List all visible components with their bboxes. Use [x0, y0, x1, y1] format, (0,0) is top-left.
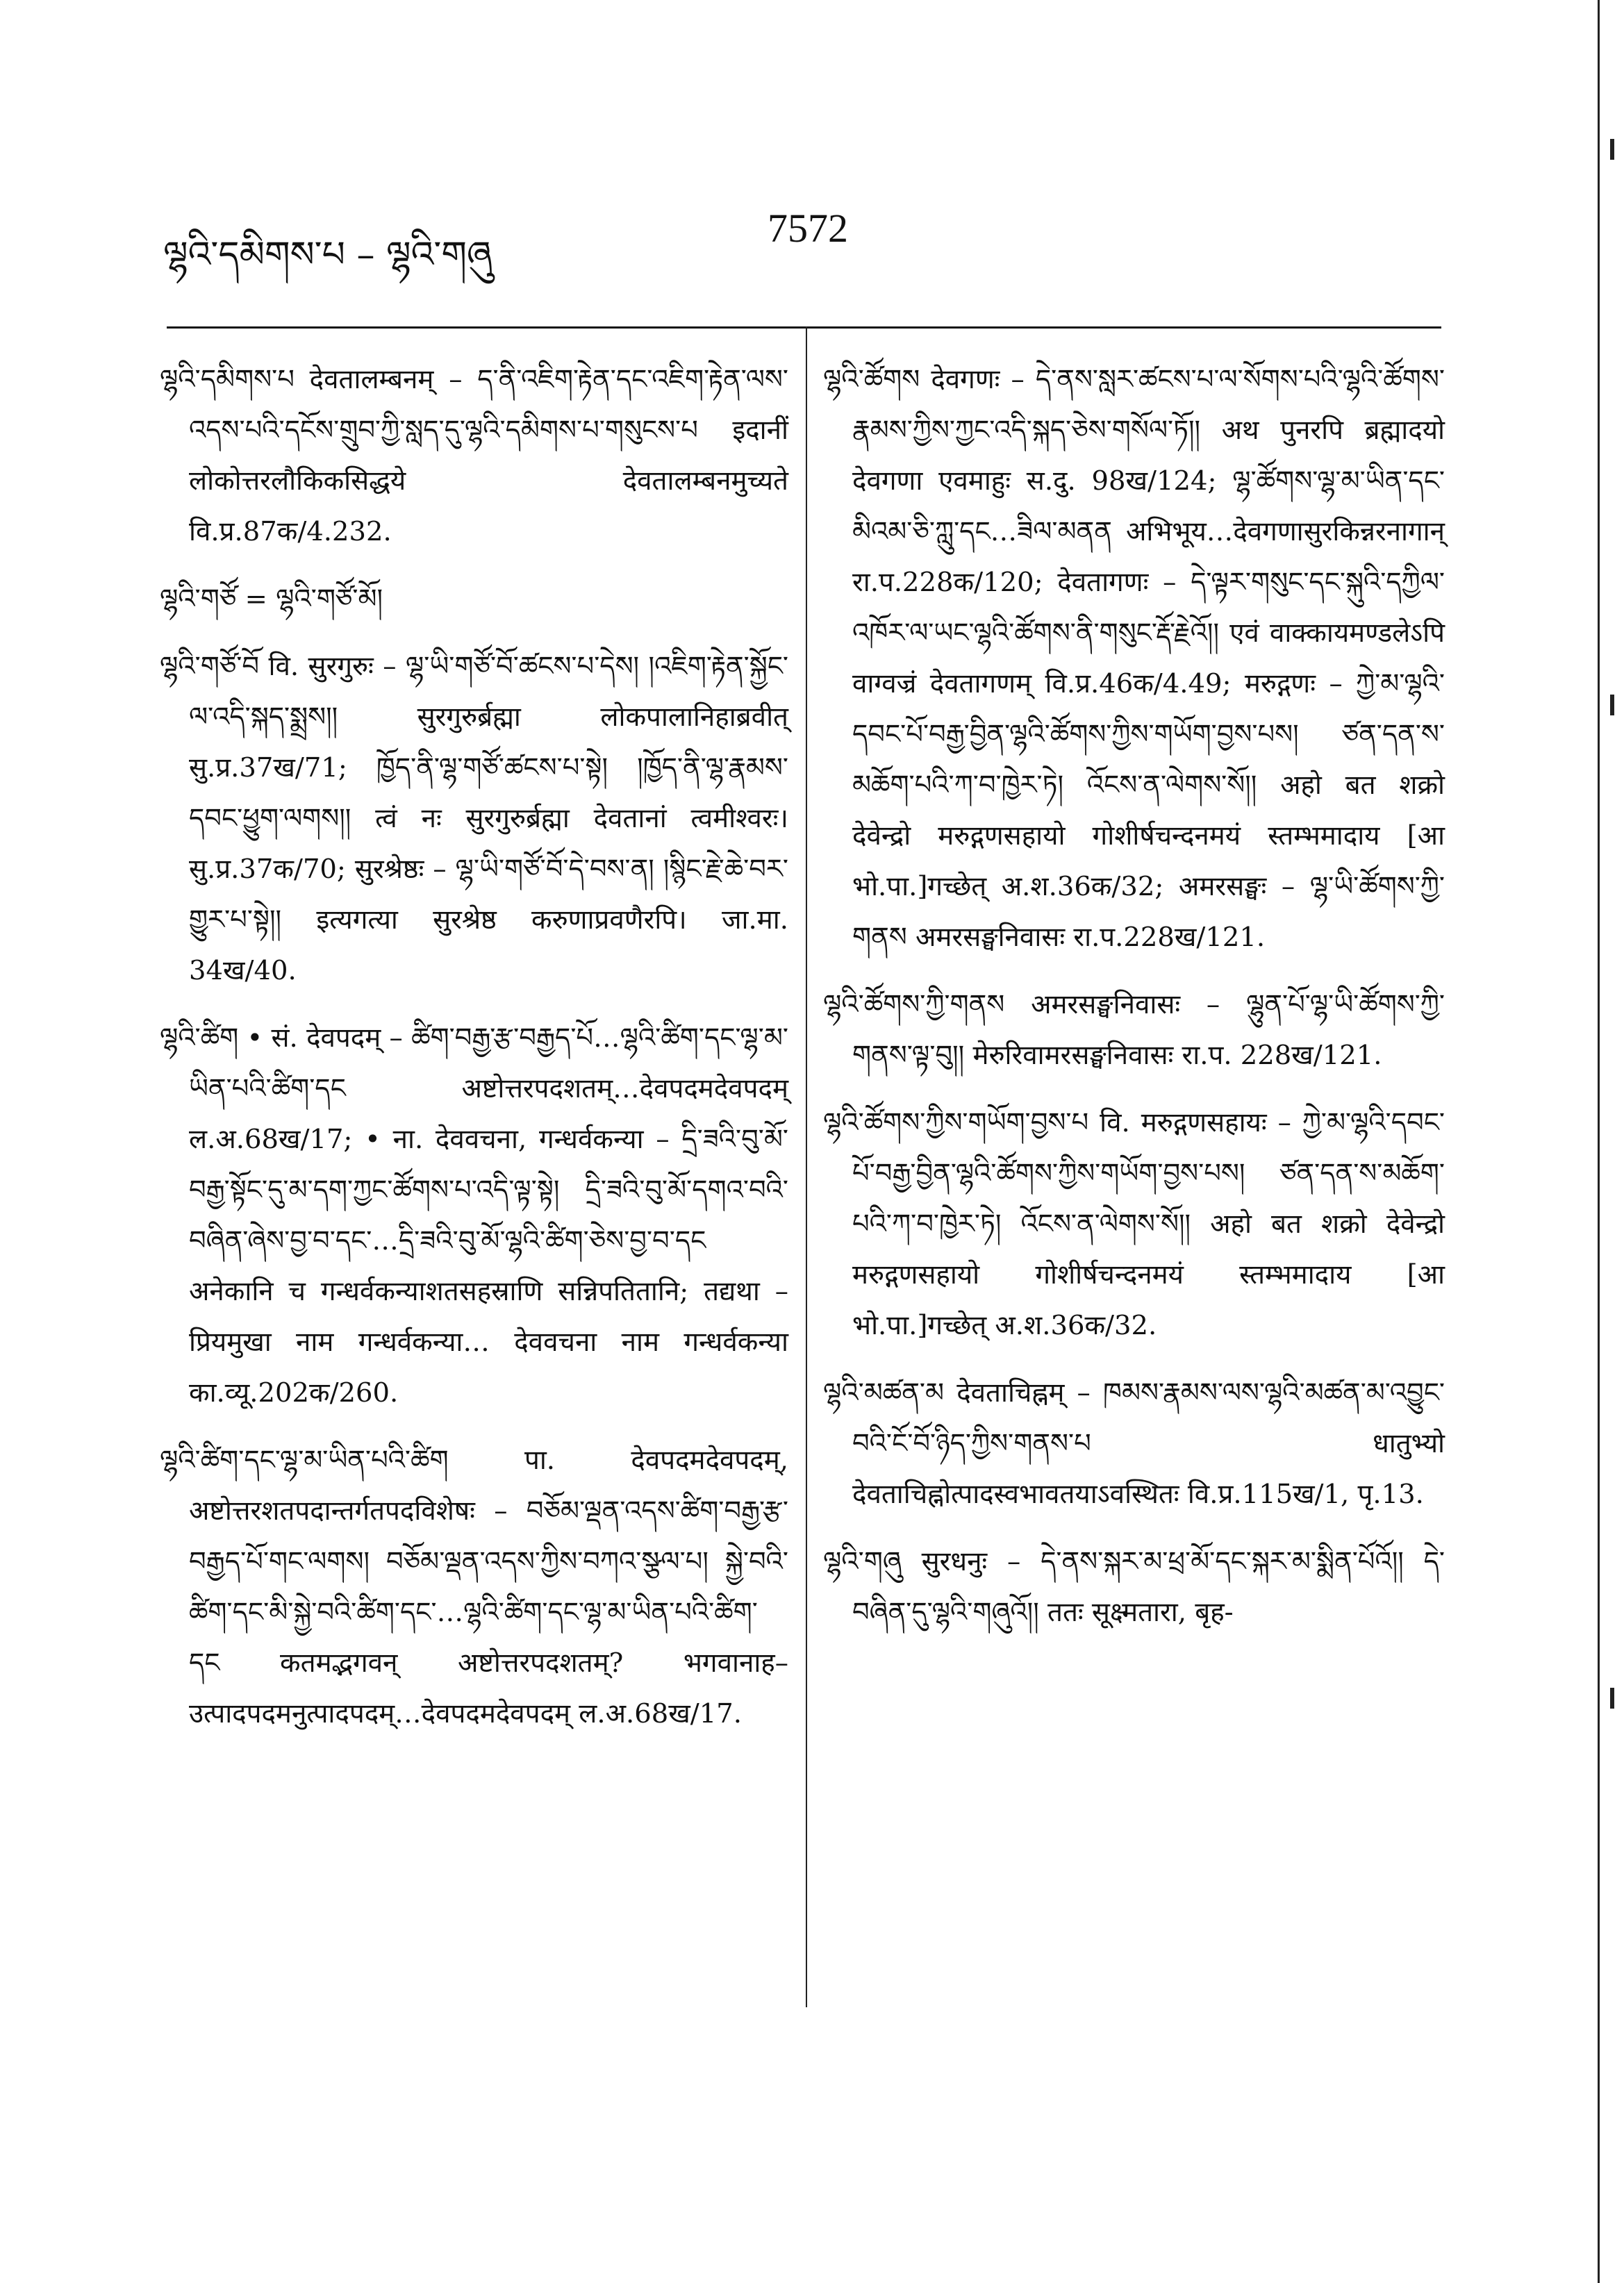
dictionary-entry: ལྷའི་གཙོ = ལྷའི་གཙོ་མོ། [160, 583, 383, 615]
dictionary-entry: ལྷའི་ཚིག • सं. देवपदम् – ཚིག་བརྒྱ་རྩ་བརྒྱད་པོ…ལྷའི་ཚིག་དང་ལྷ་མ་ཡིན་པའི་ཚིག་དང अष्टोत्तरपदशतम्…देवपदमदेवपदम् ल.अ.68ख/17; • ना. देववचना, गन्धर्वकन्या – དྲི་ཟའི་བུ་མོ་བརྒྱ་སྟོང་དུ་མ་དག་ཀྱང་ཚོགས་པ་འདི་ལྟ་སྟེ། དྲི་ཟའི་བུ་མོ་དགའ་བའི་བཞིན་ཞེས་བྱ་བ་དང་…དྲི་ཟའི་བུ་མོ་ལྷའི་ཚིག་ཅེས་བྱ་བ་དང अनेकानि च गन्धर्वकन्याशतसहस्राणि सन्निपतितानि; तद्यथा – प्रियमुखा नाम गन्धर्वकन्या… देववचना नाम गन्धर्वकन्या का.व्यू.202क/260. [160, 1022, 788, 1409]
dictionary-entry: ལྷའི་ཚོགས་ཀྱི་གནས अमरसङ्घनिवासः – ལྷུན་པོ་ལྷ་ཡི་ཚོགས་ཀྱི་གནས་ལྟ་བུ།། मेरुरिवामरसङ्घनिवासः रा.प. 228ख/121. [823, 989, 1445, 1071]
dictionary-entry: ལྷའི་ཚོགས་ཀྱིས་གཡོག་བྱས་པ वि. मरुद्गणसहायः – ཀྱེ་མ་ལྷའི་དབང་པོ་བརྒྱ་བྱིན་ལྷའི་ཚོགས་ཀྱིས་གཡོག་བྱས་པས། ཙན་དན་ས་མཆོག་པའི་ཀ་བ་ཁྱེར་ཏེ། འོངས་ན་ལེགས་སོ།། अहो बत शक्रो देवेन्द्रो मरुद्गणसहायो गोशीर्षचन्दनमयं स्तम्भमादाय [आ भो.पा.]गच्छेत् अ.श.36क/32. [823, 1107, 1445, 1341]
right-column [823, 354, 1445, 1654]
dictionary-entry: ལྷའི་མཚན་མ देवताचिह्नम् – ཁམས་རྣམས་ལས་ལྷའི་མཚན་མ་འབྱུང་བའི་ངོ་བོ་ཉིད་ཀྱིས་གནས་པ धातुभ्यो देवताचिह्नोत्पादस्वभावतयाऽवस्थितः वि.प्र.115ख/1, पृ.13. [823, 1377, 1445, 1510]
page-header [163, 205, 1420, 274]
dictionary-entry: ལྷའི་གཙོ་བོ वि. सुरगुरुः – ལྷ་ཡི་གཙོ་བོ་ཚངས་པ་དེས། །འཇིག་རྟེན་སྐྱོང་ལ་འདི་སྐད་སྨྲས།། सुरगुरुर्ब्रह्मा लोकपालानिहाब्रवीत् सु.प्र.37ख/71; ཁྱོད་ནི་ལྷ་གཙོ་ཚངས་པ་སྟེ། །ཁྱོད་ནི་ལྷ་རྣམས་དབང་ཕྱུག་ལགས།། त्वं नः सुरगुरुर्ब्रह्मा देवतानां त्वमीश्वरः। सु.प्र.37क/70; सुरश्रेष्ठः – ལྷ་ཡི་གཙོ་བོ་དེ་བས་ན། །སྙིང་རྗེ་ཆེ་བར་གྱུར་པ་སྟེ།། इत्यगत्या सुरश्रेष्ठ करुणाप्रवणैरपि। जा.मा. 34ख/40. [160, 651, 788, 986]
running-head: ལྷའི་དམིགས་པ – ལྷའི་གཞུ [163, 234, 492, 276]
scan-edge-mark [1610, 139, 1614, 160]
scan-edge-mark [1610, 695, 1614, 715]
dictionary-entry: ལྷའི་གཞུ सुरधनुः – དེ་ནས་སྐར་མ་ཕྲ་མོ་དང་སྐར་མ་སྨིན་པོའོ།། དེ་བཞིན་དུ་ལྷའི་གཞུའོ།། ततः सूक्ष्मतारा, बृह- [823, 1546, 1445, 1628]
dictionary-entry: ལྷའི་ཚིག་དང་ལྷ་མ་ཡིན་པའི་ཚིག पा. देवपदमदेवपदम्, अष्टोत्तरशतपदान्तर्गतपदविशेषः – བཅོམ་ལྡན་འདས་ཚིག་བརྒྱ་རྩ་བརྒྱད་པོ་གང་ལགས། བཅོམ་ལྡན་འདས་ཀྱིས་བཀའ་སྩལ་པ། སྐྱེ་བའི་ཚིག་དང་མི་སྐྱེ་བའི་ཚིག་དང་…ལྷའི་ཚིག་དང་ལྷ་མ་ཡིན་པའི་ཚིག་དང कतमद्भगवन् अष्टोत्तरपदशतम्? भगवानाह–उत्पादपदमनुत्पादपदम्…देवपदमदेवपदम् ल.अ.68ख/17. [160, 1445, 788, 1729]
dictionary-entry: ལྷའི་ཚོགས देवगणः – དེ་ནས་སླར་ཚངས་པ་ལ་སོགས་པའི་ལྷའི་ཚོགས་རྣམས་ཀྱིས་ཀྱང་འདི་སྐད་ཅེས་གསོལ་ཏོ།། अथ पुनरपि ब्रह्मादयो देवगणा एवमाहुः स.दु. 98ख/124; ལྷ་ཚོགས་ལྷ་མ་ཡིན་དང་མིའམ་ཅི་ཀླུ་དང…ཟིལ་མནན अभिभूय…देवगणासुरकिन्नरनागान् रा.प.228क/120; देवतागणः – དེ་ལྟར་གསུང་དང་སྐུའི་དཀྱིལ་འཁོར་ལ་ཡང་ལྷའི་ཚོགས་ནི་གསུང་རྡོ་རྗེའོ།། एवं वाक्कायमण्डलेऽपि वाग्वज्रं देवतागणम् वि.प्र.46क/4.49; मरुद्गणः – ཀྱེ་མ་ལྷའི་དབང་པོ་བརྒྱ་བྱིན་ལྷའི་ཚོགས་ཀྱིས་གཡོག་བྱས་པས། ཙན་དན་ས་མཆོག་པའི་ཀ་བ་ཁྱེར་ཏེ། འོངས་ན་ལེགས་སོ།། अहो बत शक्रो देवेन्द्रो मरुद्गणसहायो गोशीर्षचन्दनमयं स्तम्भमादाय [आ भो.पा.]गच्छेत् अ.श.36क/32; अमरसङ्घः – ལྷ་ཡི་ཚོགས་ཀྱི་གནས अमरसङ्घनिवासः रा.प.228ख/121. [823, 364, 1445, 953]
dictionary-entry: ལྷའི་དམིགས་པ देवतालम्बनम् – ད་ནི་འཇིག་རྟེན་དང་འཇིག་རྟེན་ལས་འདས་པའི་དངོས་གྲུབ་ཀྱི་སླད་དུ་ལྷའི་དམིགས་པ་གསུངས་པ इदानीं लोकोत्तरलौकिकसिद्धये देवतालम्बनमुच्यते वि.प्र.87क/4.232. [160, 364, 788, 547]
header-rule [167, 326, 1441, 329]
scan-edge [1598, 0, 1624, 2283]
left-column [160, 354, 788, 1756]
column-divider [806, 326, 807, 2007]
page-number: 7572 [768, 206, 848, 251]
scan-edge-mark [1610, 1688, 1614, 1709]
